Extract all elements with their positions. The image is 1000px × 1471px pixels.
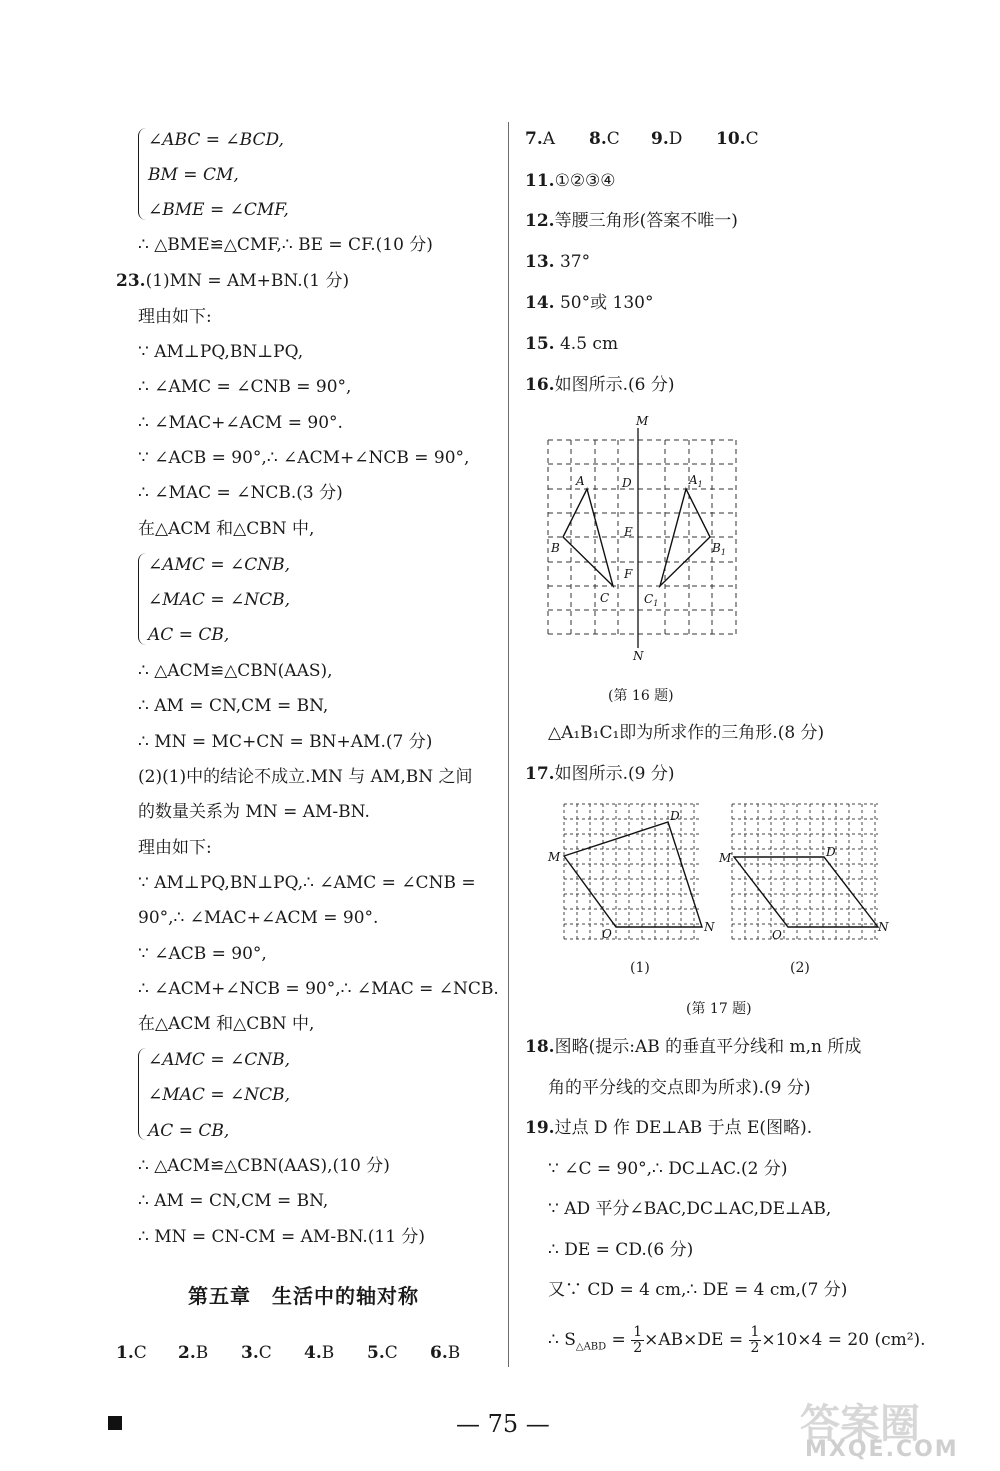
figure-17-sub-2: (2) <box>790 960 810 976</box>
question-16-conclusion: △A₁B₁C₁即为所求作的三角形.(8 分) <box>548 723 825 743</box>
label-d: D <box>826 845 836 859</box>
left-line: ∵ AM⊥PQ,BN⊥PQ,∴ ∠AMC = ∠CNB = <box>138 873 476 893</box>
watermark-logo: 答案圈 <box>800 1401 920 1447</box>
question-23 <box>116 270 349 292</box>
question-13: 13. 37° <box>525 252 591 272</box>
page-number: — 75 — <box>456 1410 550 1438</box>
grid-16 <box>548 440 736 634</box>
left-line: ∠AMC = ∠CNB, <box>148 555 291 575</box>
label-a: A <box>576 474 585 488</box>
left-line: 在△ACM 和△CBN 中, <box>138 519 315 539</box>
answer-item: 4.B <box>304 1343 335 1363</box>
left-line: ∴ MN = MC+CN = BN+AM.(7 分) <box>138 732 433 752</box>
label-o: O <box>772 928 782 942</box>
figure-17-sub-1: (1) <box>630 960 650 976</box>
fraction: $\frac{1}{2}$ <box>750 1324 760 1356</box>
figure-17 <box>540 800 900 950</box>
question-12: 12.等腰三角形(答案不唯一) <box>525 211 738 231</box>
left-line: AC = CB, <box>148 625 230 645</box>
label-d: D <box>670 809 680 823</box>
left-line: ∴ △BME≌△CMF,∴ BE = CF.(10 分) <box>138 235 433 255</box>
left-line: ∴ ∠AMC = ∠CNB = 90°, <box>138 377 352 397</box>
label-b1: $B_1$ <box>712 541 726 557</box>
left-line: BM = CM, <box>148 165 239 185</box>
label-f: F <box>624 567 633 581</box>
left-line: ∠MAC = ∠NCB, <box>148 1085 291 1105</box>
question-text: (1)MN = AM+BN.(1 分) <box>145 271 350 291</box>
left-line: 理由如下: <box>138 307 212 327</box>
left-line: ∵ ∠ACB = 90°,∴ ∠ACM+∠NCB = 90°, <box>138 448 470 468</box>
left-line: ∴ AM = CN,CM = BN, <box>138 1191 329 1211</box>
quad-2 <box>734 857 878 927</box>
chapter-heading: 第五章 生活中的轴对称 <box>188 1284 419 1308</box>
figure-16-caption: (第 16 题) <box>608 688 674 704</box>
answer-item: 8.C <box>589 129 620 149</box>
answer-item: 6.B <box>430 1343 461 1363</box>
fraction: $\frac{1}{2}$ <box>633 1324 643 1356</box>
label-c: C <box>600 591 610 605</box>
left-line: 理由如下: <box>138 838 212 858</box>
left-line: (2)(1)中的结论不成立.MN 与 AM,BN 之间 <box>138 767 473 787</box>
answer-item: 3.C <box>241 1343 272 1363</box>
left-line: ∵ ∠ACB = 90°, <box>138 944 267 964</box>
label-a1: $A_1$ <box>689 473 703 489</box>
quad-1 <box>564 822 702 927</box>
left-line: ∴ △ACM≌△CBN(AAS),(10 分) <box>138 1156 390 1176</box>
question-15: 15. 4.5 cm <box>525 334 619 354</box>
left-line: ∠AMC = ∠CNB, <box>148 1050 291 1070</box>
question-19-line: 又∵ CD = 4 cm,∴ DE = 4 cm,(7 分) <box>548 1280 848 1300</box>
answer-item: 2.B <box>178 1343 209 1363</box>
column-divider <box>508 122 509 1367</box>
label-e: E <box>624 525 633 539</box>
watermark-url: MXQE.COM <box>805 1437 959 1462</box>
label-b: B <box>551 541 560 555</box>
left-line: ∴ AM = CN,CM = BN, <box>138 696 329 716</box>
question-19-line: ∵ ∠C = 90°,∴ DC⊥AC.(2 分) <box>548 1159 788 1179</box>
label-n: N <box>878 920 889 934</box>
label-n: N <box>704 920 715 934</box>
corner-mark <box>108 1416 122 1430</box>
question-14: 14. 50°或 130° <box>525 293 654 313</box>
left-line: ∴ ∠ACM+∠NCB = 90°,∴ ∠MAC = ∠NCB. <box>138 979 499 999</box>
question-16: 16.如图所示.(6 分) <box>525 375 675 395</box>
left-line: ∴ ∠MAC = ∠NCB.(3 分) <box>138 483 343 503</box>
question-19-line: ∵ AD 平分∠BAC,DC⊥AC,DE⊥AB, <box>548 1199 832 1219</box>
left-line: ∠BME = ∠CMF, <box>148 200 289 220</box>
figure-16 <box>540 412 750 662</box>
question-18: 18.图略(提示:AB 的垂直平分线和 m,n 所成 <box>525 1037 862 1057</box>
left-line: 的数量关系为 MN = AM-BN. <box>138 802 370 822</box>
label-m: M <box>719 851 732 865</box>
left-line: AC = CB, <box>148 1121 230 1141</box>
label-m: M <box>548 850 561 864</box>
left-line: ∠MAC = ∠NCB, <box>148 590 291 610</box>
question-19-line: ∴ DE = CD.(6 分) <box>548 1240 694 1260</box>
question-17: 17.如图所示.(9 分) <box>525 764 675 784</box>
label-c1: $C_1$ <box>644 592 659 608</box>
figure-17-caption: (第 17 题) <box>686 1001 752 1017</box>
question-18-line-2: 角的平分线的交点即为所求).(9 分) <box>548 1078 811 1098</box>
answer-item: 1.C <box>116 1343 147 1363</box>
question-19: 19.过点 D 作 DE⊥AB 于点 E(图略). <box>525 1118 813 1138</box>
answer-item: 7.A <box>525 129 556 149</box>
label-o: O <box>602 927 612 941</box>
answer-item: 5.C <box>367 1343 398 1363</box>
question-19-area-formula: ∴ $S_{\triangle ABD}$ = $\frac{1}{2}\times AB\times DE$ = $\frac{1}{2}\times 10\times 4 = 20$ (cm²). <box>548 1324 926 1356</box>
left-line: ∠ABC = ∠BCD, <box>148 130 284 150</box>
label-d: D <box>622 476 632 490</box>
left-line: 90°,∴ ∠MAC+∠ACM = 90°. <box>138 908 379 928</box>
left-line: ∴ △ACM≌△CBN(AAS), <box>138 661 333 681</box>
left-line: ∵ AM⊥PQ,BN⊥PQ, <box>138 342 304 362</box>
left-line: ∴ MN = CN-CM = AM-BN.(11 分) <box>138 1227 426 1247</box>
question-11: 11.①②③④ <box>525 171 616 191</box>
label-m: M <box>636 414 649 428</box>
label-n: N <box>633 649 644 662</box>
left-line: 在△ACM 和△CBN 中, <box>138 1014 315 1034</box>
grid-17-2 <box>732 804 878 939</box>
question-number: 23. <box>116 271 146 291</box>
answer-item: 9.D <box>651 129 683 149</box>
answer-item: 10.C <box>716 129 759 149</box>
grid-17-1 <box>564 804 702 939</box>
left-line: ∴ ∠MAC+∠ACM = 90°. <box>138 413 343 433</box>
